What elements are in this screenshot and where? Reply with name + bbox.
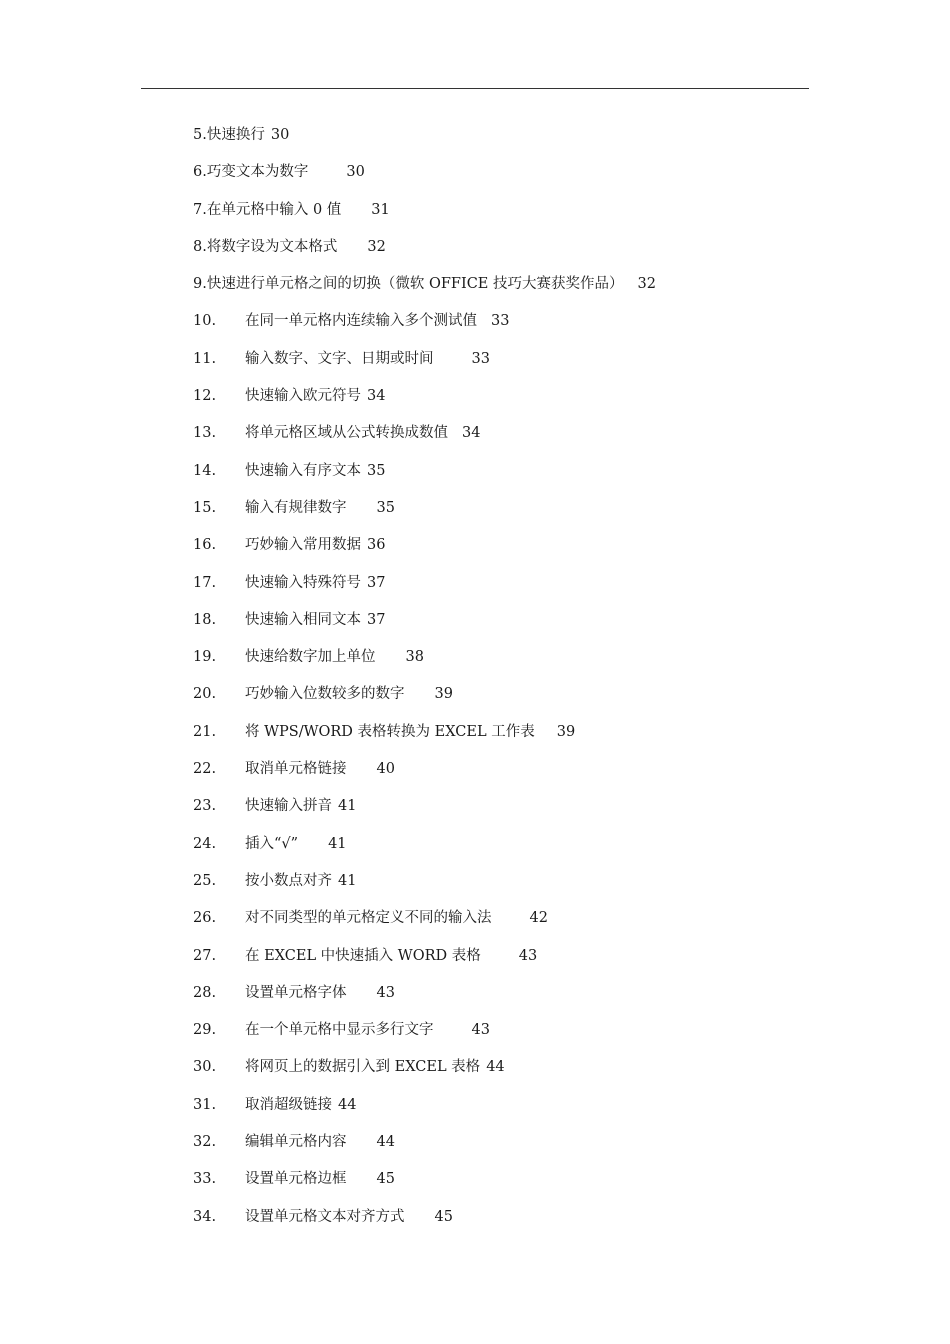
toc-entry-title: 快速进行单元格之间的切换（微软 OFFICE 技巧大赛获奖作品） — [206, 276, 624, 293]
toc-entry-number: 11. — [193, 350, 217, 367]
toc-entry[interactable] — [193, 236, 656, 273]
toc-entry[interactable] — [193, 572, 656, 609]
toc-entry-number: 21. — [193, 723, 217, 740]
toc-entry[interactable] — [193, 348, 656, 385]
toc-entry-title: 设置单元格边框 — [245, 1171, 347, 1188]
toc-entry-title: 巧变文本为数字 — [206, 164, 309, 181]
toc-entry-title: 编辑单元格内容 — [245, 1134, 347, 1151]
toc-entry-number: 27. — [193, 947, 217, 964]
toc-entry-title: 快速给数字加上单位 — [245, 649, 376, 666]
toc-entry-page: 37 — [367, 611, 386, 628]
toc-entry-number: 20. — [193, 686, 217, 703]
toc-entry-number: 23. — [193, 798, 217, 815]
toc-entry-title: 取消超级链接 — [245, 1096, 332, 1113]
toc-entry[interactable] — [193, 982, 656, 1019]
toc-entry-title: 设置单元格文本对齐方式 — [245, 1208, 405, 1225]
toc-entry-number: 6. — [193, 164, 207, 181]
toc-entry-number: 31. — [193, 1096, 217, 1113]
toc-entry[interactable] — [193, 385, 656, 422]
toc-entry[interactable] — [193, 199, 656, 236]
toc-entry-number: 14. — [193, 462, 217, 479]
toc-entry[interactable] — [193, 833, 656, 870]
toc-entry-number: 7. — [193, 201, 207, 218]
toc-entry-page: 31 — [371, 201, 390, 218]
toc-entry[interactable] — [193, 1168, 656, 1205]
toc-entry[interactable] — [193, 646, 656, 683]
toc-entry[interactable] — [193, 795, 656, 832]
toc-entry-number: 13. — [193, 425, 217, 442]
toc-entry-page: 32 — [637, 276, 656, 293]
toc-entry-page: 43 — [518, 947, 538, 964]
toc-entry-title: 将网页上的数据引入到 EXCEL 表格 — [245, 1059, 481, 1076]
toc-entry[interactable] — [193, 907, 656, 944]
toc-entry-page: 44 — [338, 1096, 357, 1113]
toc-entry-title: 按小数点对齐 — [245, 872, 332, 889]
toc-entry-number: 16. — [193, 537, 217, 554]
toc-entry-page: 39 — [556, 723, 576, 740]
toc-entry-number: 9. — [193, 276, 207, 293]
toc-entry-title: 对不同类型的单元格定义不同的输入法 — [245, 910, 492, 927]
toc-entry[interactable] — [193, 161, 656, 198]
toc-entry-page: 30 — [346, 164, 365, 181]
toc-entry-number: 32. — [193, 1134, 217, 1151]
toc-entry-number: 5. — [193, 127, 207, 143]
toc-entry-title: 将单元格区域从公式转换成数值 — [245, 425, 448, 442]
toc-entry-number: 17. — [193, 574, 217, 591]
toc-entry-page: 45 — [376, 1171, 395, 1188]
toc-entry-number: 34. — [193, 1208, 217, 1225]
toc-entry[interactable] — [193, 460, 656, 497]
toc-entry-title: 输入有规律数字 — [245, 499, 347, 516]
toc-entry-number: 8. — [193, 238, 207, 255]
toc-entry-page: 43 — [376, 984, 395, 1001]
toc-entry[interactable] — [193, 124, 656, 161]
toc-entry[interactable] — [193, 310, 656, 347]
toc-entry-page: 38 — [405, 649, 424, 666]
toc-entry-page: 34 — [462, 425, 481, 442]
toc-entry-page: 45 — [434, 1208, 453, 1225]
toc-entry-title: 快速输入特殊符号 — [245, 574, 361, 591]
toc-entry-title: 在一个单元格中显示多行文字 — [245, 1022, 434, 1039]
toc-entry-number: 29. — [193, 1022, 217, 1039]
toc-entry[interactable] — [193, 758, 656, 795]
toc-entry-page: 42 — [529, 910, 548, 927]
toc-entry-page: 34 — [367, 388, 386, 405]
toc-entry-title: 在同一单元格内连续输入多个测试值 — [245, 313, 477, 330]
toc-entry-page: 44 — [376, 1134, 395, 1151]
toc-entry-title: 巧妙输入常用数据 — [245, 537, 361, 554]
toc-entry[interactable] — [193, 683, 656, 720]
toc-entry-number: 26. — [193, 910, 217, 927]
toc-entry[interactable] — [193, 422, 656, 459]
toc-entry[interactable] — [193, 1019, 656, 1056]
toc-entry-title: 输入数字、文字、日期或时间 — [245, 350, 434, 367]
toc-entry-page: 44 — [486, 1059, 505, 1076]
toc-entry-title: 快速输入欧元符号 — [245, 388, 361, 405]
toc-entry[interactable] — [193, 1206, 656, 1243]
toc-entry-page: 30 — [270, 127, 290, 143]
toc-entry-number: 10. — [193, 313, 217, 330]
toc-entry-title: 将数字设为文本格式 — [206, 238, 338, 255]
toc-entry[interactable] — [193, 721, 656, 758]
toc-entry[interactable] — [193, 273, 656, 310]
toc-entry[interactable] — [193, 497, 656, 534]
toc-entry-page: 39 — [434, 686, 453, 703]
toc-entry-title: 在单元格中输入 0 值 — [206, 201, 342, 218]
toc-entry-page: 43 — [471, 1022, 490, 1039]
toc-entry-page: 35 — [376, 499, 395, 516]
header-rule — [141, 88, 809, 89]
toc-entry-page: 32 — [367, 238, 386, 255]
toc-entry-page: 40 — [376, 761, 395, 778]
toc-entry-title: 快速输入有序文本 — [245, 462, 361, 479]
toc-entry-title: 插入“√” — [245, 835, 299, 852]
toc-entry-title: 设置单元格字体 — [245, 984, 347, 1001]
toc-entry-title: 将 WPS/WORD 表格转换为 EXCEL 工作表 — [245, 723, 535, 740]
toc-entry-page: 41 — [338, 872, 357, 889]
toc-entry-number: 30. — [193, 1059, 217, 1076]
table-of-contents — [193, 124, 656, 1243]
toc-entry[interactable] — [193, 1056, 656, 1093]
toc-entry-page: 35 — [367, 462, 386, 479]
toc-entry[interactable] — [193, 609, 656, 646]
toc-entry-title: 巧妙输入位数较多的数字 — [245, 686, 405, 703]
toc-entry-number: 28. — [193, 984, 217, 1001]
toc-entry-page: 33 — [471, 350, 490, 367]
toc-entry-number: 22. — [193, 761, 217, 778]
toc-entry[interactable] — [193, 1131, 656, 1168]
toc-entry-page: 33 — [491, 313, 510, 330]
toc-entry-number: 24. — [193, 835, 217, 852]
toc-entry-title: 快速换行 — [206, 127, 265, 143]
toc-entry-title: 取消单元格链接 — [245, 761, 347, 778]
toc-entry-number: 33. — [193, 1171, 217, 1188]
toc-entry-number: 15. — [193, 499, 217, 516]
toc-entry-number: 18. — [193, 611, 217, 628]
toc-entry-title: 快速输入相同文本 — [245, 611, 361, 628]
toc-entry-number: 25. — [193, 872, 217, 889]
toc-entry[interactable] — [193, 945, 656, 982]
toc-entry[interactable] — [193, 534, 656, 571]
toc-entry[interactable] — [193, 870, 656, 907]
toc-entry-number: 12. — [193, 388, 217, 405]
toc-entry-page: 37 — [367, 574, 386, 591]
toc-entry-page: 36 — [367, 537, 386, 554]
toc-entry[interactable] — [193, 1094, 656, 1131]
toc-entry-title: 快速输入拼音 — [245, 798, 332, 815]
toc-entry-page: 41 — [338, 798, 357, 815]
toc-entry-title: 在 EXCEL 中快速插入 WORD 表格 — [245, 947, 481, 964]
toc-entry-page: 41 — [328, 835, 347, 852]
toc-entry-number: 19. — [193, 649, 217, 666]
